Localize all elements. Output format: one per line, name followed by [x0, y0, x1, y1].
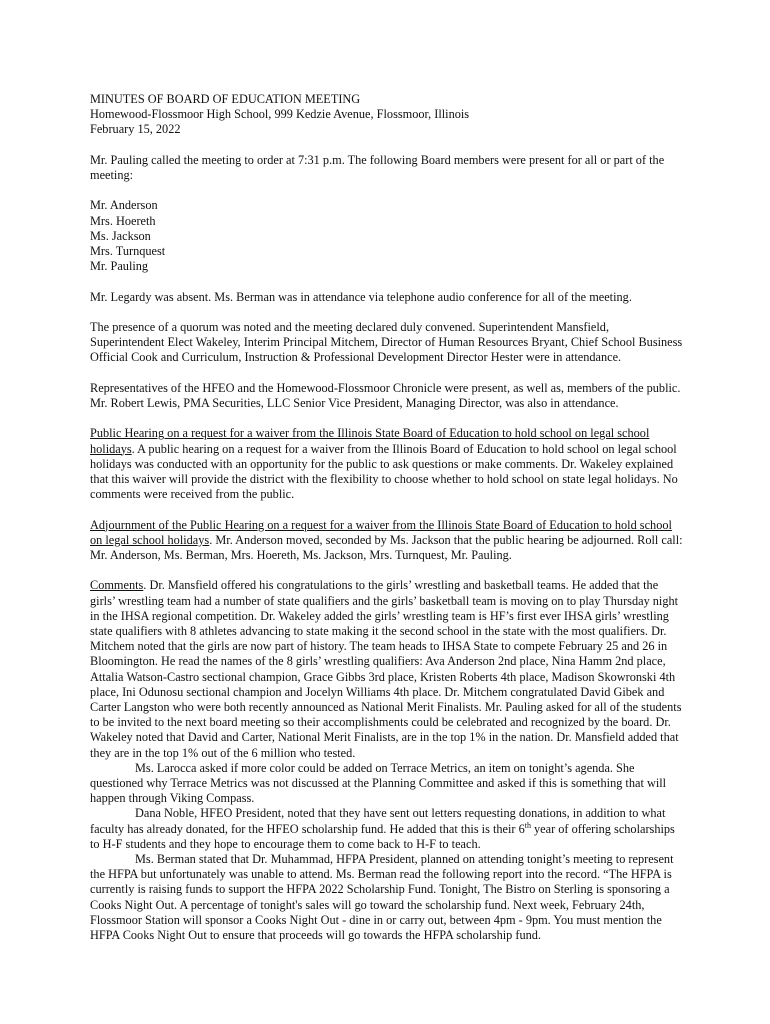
member-name: Mrs. Hoereth: [90, 213, 156, 228]
ordinal-superscript: th: [524, 820, 531, 830]
noble-text-part-1: Dana Noble, HFEO President, noted that they have sent out letters requesting donations, in addition to what faculty has already donated, for the HFEO scholarship fund. He added that this is their 6: [90, 806, 666, 836]
berman-paragraph: Ms. Berman stated that Dr. Muhammad, HFPA President, planned on attending tonight’s meeting to represent the HFPA but unfortunately was unable to attend. Ms. Berman read the following report into the record. “The HFPA is currently is raising funds to support the HFPA 2022 Scholarship Fund. Tonight, The Bistro on Sterling is sponsoring a Cooks Night Out. A percentage of tonight's sales will go toward the scholarship fund. Next week, February 24th, Flossmoor Station will sponsor a Cooks Night Out - dine in or carry out, between 4pm - 9pm. You must mention the HFPA Cooks Night Out to ensure that proceeds will go towards the HFPA scholarship fund.: [90, 852, 674, 943]
meeting-location: Homewood-Flossmoor High School, 999 Kedzie Avenue, Flossmoor, Illinois: [90, 107, 470, 122]
public-hearing-body: . A public hearing on a request for a waiver from the Illinois Board of Education to hold school on legal school holidays was conducted with an opportunity for the public to ask questions or make comments. Dr. Wakeley explained that this waiver will provide the district with the flexibility to choose whether to hold school on state legal holidays. No comments were received from the public.: [90, 441, 678, 502]
document-title: MINUTES OF BOARD OF EDUCATION MEETING: [90, 92, 361, 106]
call-to-order-paragraph: Mr. Pauling called the meeting to order at 7:31 p.m. The following Board members were present for all or part of the meeting:: [90, 152, 665, 182]
adjournment-paragraph: [90, 518, 685, 564]
member-name: Mrs. Turnquest: [90, 244, 166, 258]
adjournment-body: . Mr. Anderson moved, seconded by Ms. Jackson that the public hearing be adjourned. Roll call: Mr. Anderson, Ms. Berman, Mrs. Hoereth, Ms. Jackson, Mrs. Turnquest, Mr. Pauling.: [90, 532, 683, 562]
member-name: Ms. Jackson: [90, 228, 151, 243]
member-name: Mr. Anderson: [90, 198, 158, 213]
noble-text-part-2: year of offering scholarships to H-F students and they hope to encourage them to come back to H-F to teach.: [90, 821, 675, 851]
larocca-paragraph: Ms. Larocca asked if more color could be added on Terrace Metrics, an item on tonight’s agenda. She questioned why Terrace Metrics was not discussed at the Planning Committee and asked if this is something that will happen through Viking Compass.: [90, 760, 667, 806]
member-name: Mr. Pauling: [90, 259, 149, 274]
document-page: [90, 92, 685, 943]
comments-paragraph: [90, 578, 685, 760]
absence-paragraph: Mr. Legardy was absent. Ms. Berman was in attendance via telephone audio conference for all of the meeting.: [90, 289, 632, 304]
representatives-paragraph: Representatives of the HFEO and the Homewood-Flossmoor Chronicle were present, as well as, members of the public. Mr. Robert Lewis, PMA Securities, LLC Senior Vice President, Managing Director, was also in attendance.: [90, 380, 681, 410]
comments-heading: Comments: [90, 578, 144, 593]
public-hearing-heading: Public Hearing on a request for a waiver from the Illinois State Board of Education to hold school on legal school holidays: [90, 426, 650, 456]
meeting-date: February 15, 2022: [90, 122, 181, 137]
comments-body: . Dr. Mansfield offered his congratulations to the girls’ wrestling and basketball teams. He added that the girls’ wrestling team had a number of state qualifiers and the girls’ basketball team is moving on to play Thursday night in the IHSA regional competition. Dr. Wakeley added the girls’ wrestling team is HF’s first ever IHSA girls’ wrestling state qualifiers with 8 athletes advancing to state making it the second school in the state with the most qualifiers. Dr. Mitchem noted that the girls are now part of history. The team heads to IHSA State to compete February 25 and 26 in Bloomington. He read the names of the 8 girls’ wrestling qualifiers: Ava Anderson 2nd place, Nina Hamm 2nd place, Attalia Watson-Castro sectional champion, Grace Gibbs 3rd place, Kristen Roberts 4th place, Madison Skowronski 4th place, Ini Odunosu sectional champion and Jocelyn Williams 4th place. Dr. Mitchem congratulated David Gibek and Carter Langston who were both recently announced as National Merit Finalists. Mr. Pauling asked for all of the students to be invited to the next board meeting so their accomplishments could be celebrated and recognized by the board. Dr. Wakeley noted that David and Carter, National Merit Finalists, are in the top 1% in the nation. Dr. Mansfield added that they are in the top 1% out of the 6 million who tested.: [90, 578, 682, 760]
quorum-paragraph: The presence of a quorum was noted and the meeting declared duly convened. Superintendent Mansfield, Superintendent Elect Wakeley, Interim Principal Mitchem, Director of Human Resources Bryant, Chief School Business Official Cook and Curriculum, Instruction & Professional Development Director Hester were in attendance.: [90, 319, 683, 365]
members-present-list: [90, 198, 685, 274]
public-hearing-paragraph: [90, 426, 685, 502]
noble-paragraph: [90, 806, 685, 852]
adjournment-heading: Adjournment of the Public Hearing on a request for a waiver from the Illinois State Board of Education to hold school on legal school holidays: [90, 517, 672, 547]
